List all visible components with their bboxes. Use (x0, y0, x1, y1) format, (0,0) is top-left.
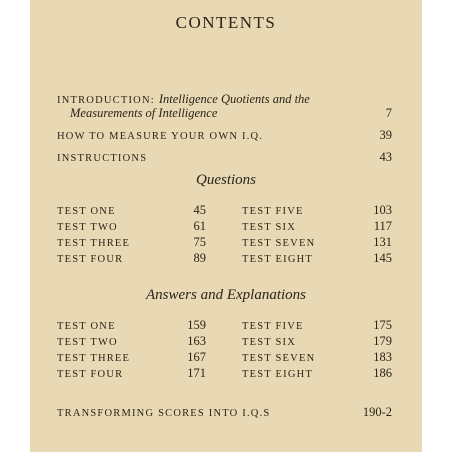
answers-heading: Answers and Explanations (146, 287, 306, 303)
test-label: TEST SIX (242, 222, 297, 233)
list-item (30, 219, 422, 235)
test-page: 103 (373, 203, 392, 217)
test-page: 183 (373, 350, 392, 364)
test-label: TEST TWO (57, 222, 118, 233)
test-page: 159 (187, 318, 206, 332)
test-page: 45 (193, 203, 206, 217)
list-item (30, 251, 422, 267)
intro-label: INTRODUCTION: (57, 95, 155, 106)
book-page (30, 0, 422, 452)
test-label: TEST FOUR (57, 254, 124, 265)
test-label: TEST SEVEN (242, 238, 316, 249)
test-label: TEST SIX (242, 337, 297, 348)
test-page: 145 (373, 251, 392, 265)
test-page: 171 (187, 366, 206, 380)
questions-heading: Questions (196, 172, 256, 188)
test-page: 131 (373, 235, 392, 249)
test-label: TEST ONE (57, 206, 116, 217)
intro-subtitle-line2: Measurements of Intelligence (70, 106, 218, 120)
instructions-page: 43 (379, 150, 392, 164)
transforming-page: 190-2 (362, 405, 392, 419)
test-label: TEST FOUR (57, 369, 124, 380)
intro-page: 7 (385, 106, 392, 120)
test-page: 61 (193, 219, 206, 233)
test-label: TEST FIVE (242, 206, 304, 217)
page-title: CONTENTS (175, 13, 277, 32)
list-item (30, 235, 422, 251)
test-page: 167 (187, 350, 206, 364)
transforming-label: TRANSFORMING SCORES INTO I.Q.S (57, 408, 271, 419)
test-page: 186 (373, 366, 392, 380)
test-label: TEST ONE (57, 321, 116, 332)
how-to-label: HOW TO MEASURE YOUR OWN I.Q. (57, 131, 264, 142)
list-item (30, 334, 422, 350)
test-label: TEST THREE (57, 353, 131, 364)
test-label: TEST EIGHT (242, 369, 314, 380)
how-to-page: 39 (379, 128, 392, 142)
instructions-label: INSTRUCTIONS (57, 153, 148, 164)
list-item (30, 350, 422, 366)
test-label: TEST FIVE (242, 321, 304, 332)
intro-subtitle-line1: Intelligence Quotients and the (158, 92, 310, 106)
test-page: 175 (373, 318, 392, 332)
test-page: 117 (373, 219, 392, 233)
list-item (30, 318, 422, 334)
test-label: TEST TWO (57, 337, 118, 348)
list-item (30, 203, 422, 219)
test-page: 75 (193, 235, 206, 249)
test-page: 179 (373, 334, 392, 348)
list-item (30, 366, 422, 382)
test-label: TEST SEVEN (242, 353, 316, 364)
test-label: TEST THREE (57, 238, 131, 249)
test-label: TEST EIGHT (242, 254, 314, 265)
test-page: 163 (187, 334, 206, 348)
test-page: 89 (193, 251, 206, 265)
